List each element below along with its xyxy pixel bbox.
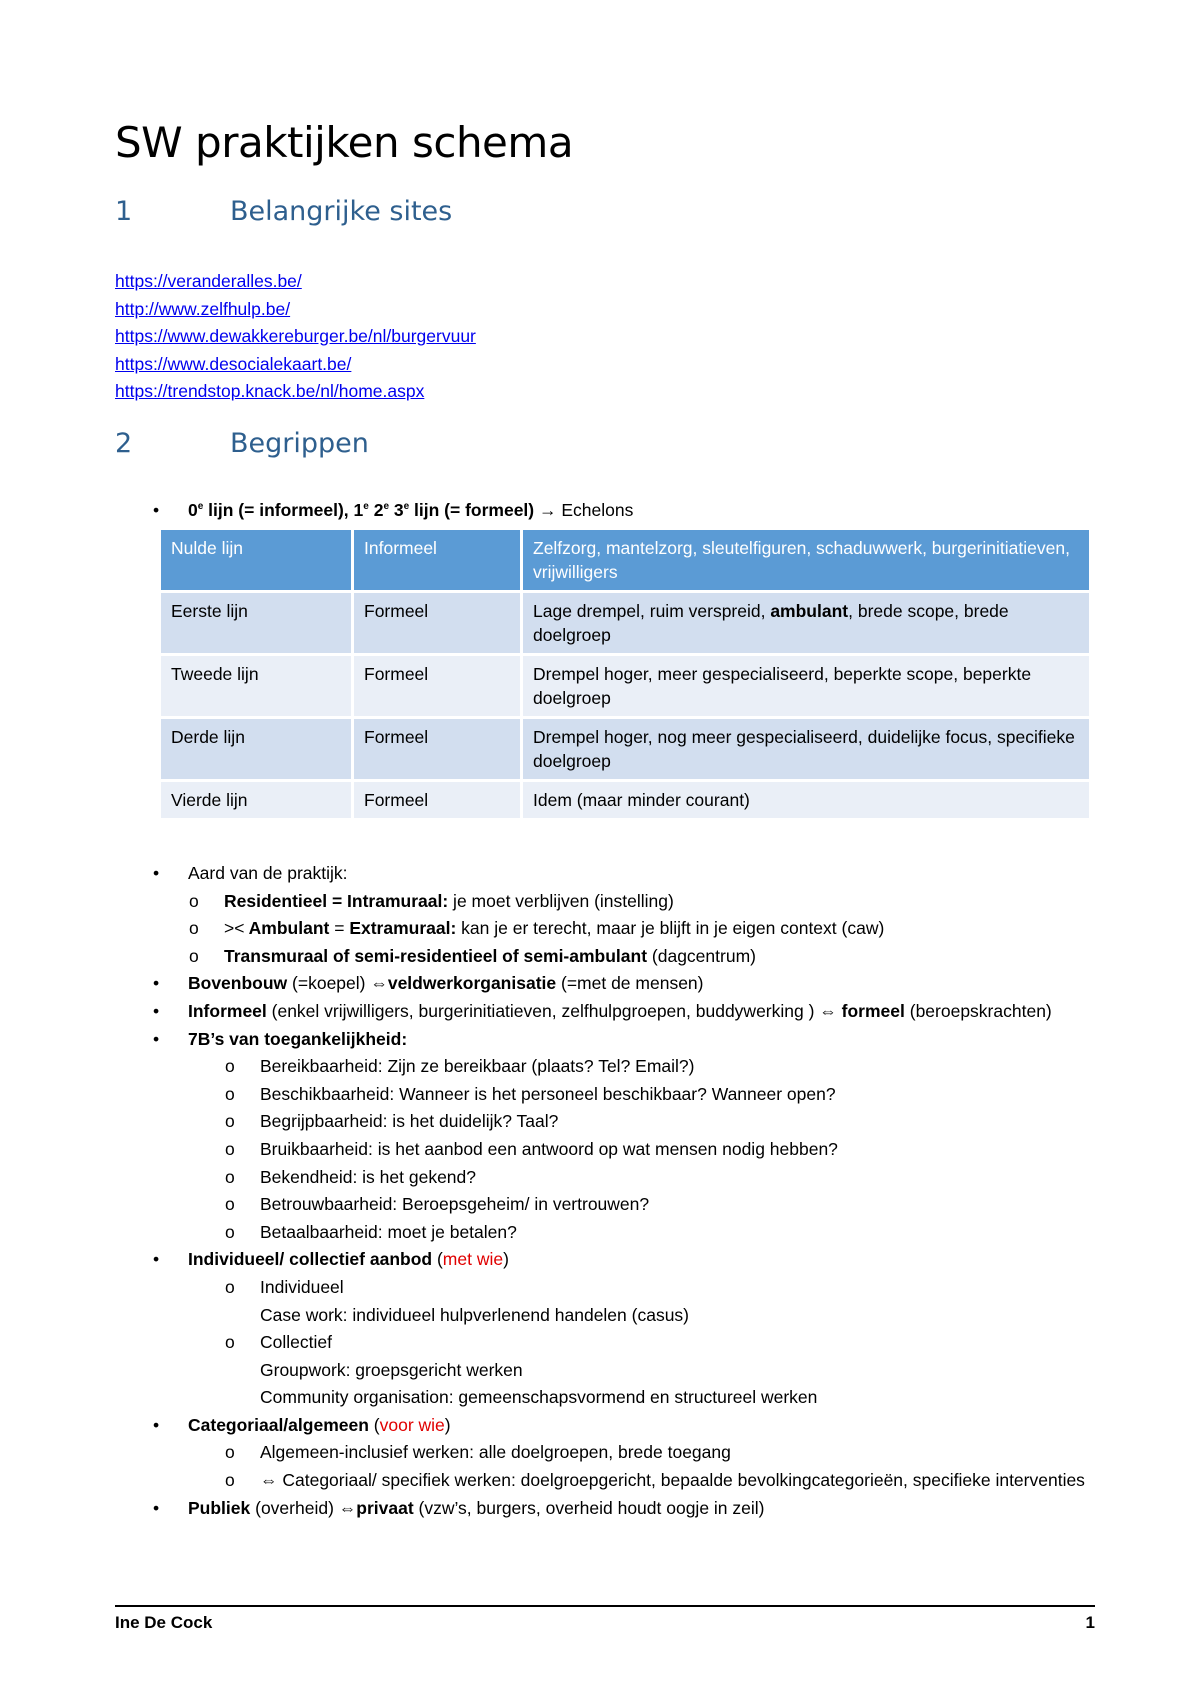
list-item: o Individueel — [225, 1276, 344, 1297]
table-row: Nulde lijn Informeel Zelfzorg, mantelzorg, sleutelfiguren, schaduwwerk, burgerinitiatieven, vrijwilligers — [161, 530, 1089, 590]
list-item-continuation: Case work: individueel hulpverlenend handelen (casus) — [260, 1304, 690, 1325]
arrow-right-icon: → — [539, 500, 557, 520]
double-arrow-icon: ⇔ — [338, 1497, 357, 1518]
section-title: Begrippen — [230, 428, 369, 459]
list-item: o Betrouwbaarheid: Beroepsgeheim/ in vertrouwen? — [225, 1194, 650, 1215]
bullet-icon: • — [153, 500, 160, 520]
list-item: o >< Ambulant = Extramuraal: kan je er terecht, maar je blijft in je eigen context (caw) — [189, 918, 885, 939]
link-veranderalles[interactable]: https://veranderalles.be/ — [115, 271, 302, 291]
list-item-continuation: Community organisation: gemeenschapsvormend en structureel werken — [260, 1387, 818, 1408]
list-item: o Beschikbaarheid: Wanneer is het personeel beschikbaar? Wanneer open? — [225, 1083, 836, 1104]
table-row: Vierde lijn Formeel Idem (maar minder courant) — [161, 782, 1089, 818]
section-number: 2 — [115, 428, 133, 459]
list-item: • Categoriaal/algemeen (voor wie) — [153, 1414, 451, 1435]
lijn-table — [158, 527, 1092, 821]
list-item: o Bruikbaarheid: is het aanbod een antwoord op wat mensen nodig hebben? — [225, 1138, 838, 1159]
section-number: 1 — [115, 196, 133, 227]
table-row: Eerste lijn Formeel Lage drempel, ruim verspreid, ambulant, brede scope, brede doelgroep — [161, 593, 1089, 653]
table-row: Tweede lijn Formeel Drempel hoger, meer gespecialiseerd, beperkte scope, beperkte doelgroep — [161, 656, 1089, 716]
list-item: o ⇔ Categoriaal/ specifiek werken: doelgroepgericht, bepaalde bevolkingcategorieën, specifieke interventies — [225, 1470, 1085, 1491]
begrippen-list — [115, 860, 1095, 1522]
list-item: • 7B’s van toegankelijkheid: — [153, 1028, 408, 1049]
list-item: o Begrijpbaarheid: is het duidelijk? Taal? — [225, 1111, 559, 1132]
link-dewakkereburger[interactable]: https://www.dewakkereburger.be/nl/burgervuur — [115, 326, 476, 346]
list-item: o Bereikbaarheid: Zijn ze bereikbaar (plaats? Tel? Email?) — [225, 1056, 695, 1077]
link-trendstop[interactable]: https://trendstop.knack.be/nl/home.aspx — [115, 381, 425, 401]
list-item: o Bekendheid: is het gekend? — [225, 1166, 476, 1187]
list-item: o Betaalbaarheid: moet je betalen? — [225, 1221, 517, 1242]
double-arrow-icon: ⇔ — [260, 1470, 278, 1491]
list-item: • Informeel (enkel vrijwilligers, burgerinitiatieven, zelfhulpgroepen, buddywerking ) ⇔ formeel (beroepskrachten) — [153, 1000, 1052, 1021]
page-number: 1 — [1085, 1613, 1095, 1632]
double-arrow-icon: ⇔ — [819, 1000, 837, 1021]
list-item-continuation: Groupwork: groepsgericht werken — [260, 1359, 523, 1380]
double-arrow-icon: ⇔ — [370, 973, 388, 994]
page-footer — [115, 1605, 1095, 1633]
list-item: • Individueel/ collectief aanbod (met wie) — [153, 1249, 509, 1270]
links-list — [115, 268, 476, 406]
list-item: • Aard van de praktijk: — [153, 863, 348, 883]
list-item: • Bovenbouw (=koepel) ⇔veldwerkorganisatie (=met de mensen) — [153, 973, 704, 994]
list-item: • Publiek (overheid) ⇔privaat (vzw’s, burgers, overheid houdt oogje in zeil) — [153, 1497, 765, 1518]
list-item: o Collectief — [225, 1332, 332, 1353]
section-heading-1 — [115, 196, 452, 227]
section-title: Belangrijke sites — [230, 196, 453, 227]
document-page — [115, 0, 1095, 1518]
list-item: o Residentieel = Intramuraal: je moet verblijven (instelling) — [189, 890, 674, 911]
list-item: o Algemeen-inclusief werken: alle doelgroepen, brede toegang — [225, 1442, 731, 1463]
footer-author: Ine De Cock — [115, 1613, 213, 1632]
list-item: o Transmuraal of semi-residentieel of semi-ambulant (dagcentrum) — [189, 945, 756, 966]
document-title: SW praktijken schema — [115, 118, 574, 167]
link-zelfhulp[interactable]: http://www.zelfhulp.be/ — [115, 298, 291, 319]
section-heading-2 — [115, 428, 369, 459]
link-desocialekaart[interactable]: https://www.desocialekaart.be/ — [115, 353, 352, 374]
lijn-intro: • 0e lijn (= informeel), 1e 2e 3e lijn (= formeel) → Echelons — [153, 500, 634, 520]
table-row: Derde lijn Formeel Drempel hoger, nog meer gespecialiseerd, duidelijke focus, specifieke doelgroep — [161, 719, 1089, 779]
